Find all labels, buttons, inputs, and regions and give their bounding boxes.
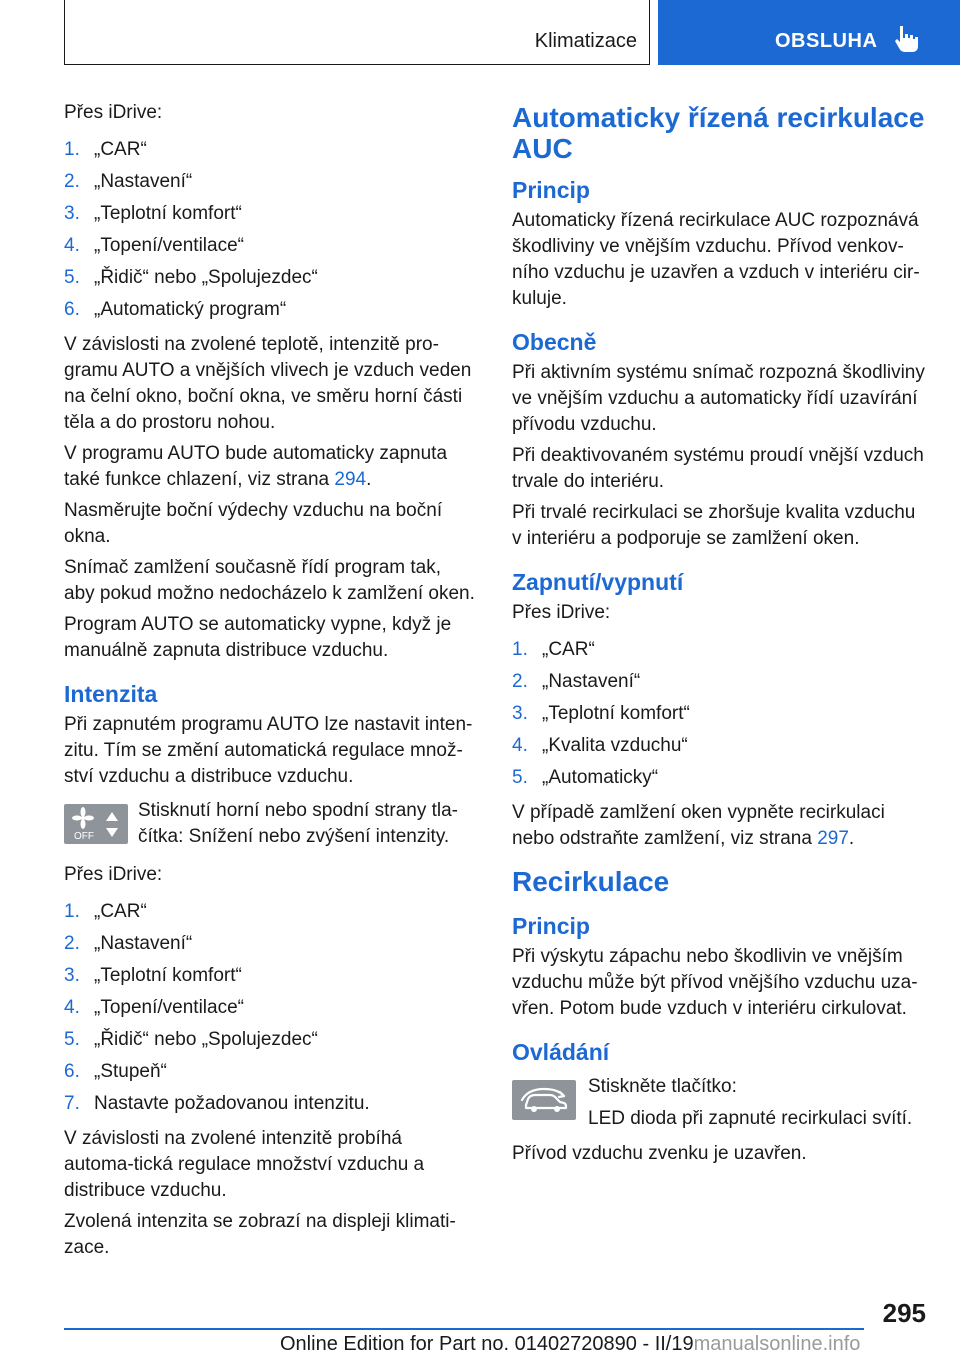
recirculation-button-description xyxy=(512,1074,928,1137)
list-item: 4. „Kvalita vzduchu“ xyxy=(512,735,688,756)
list-item: 2. „Nastavení“ xyxy=(64,933,193,954)
footer-edition: Online Edition for Part no. 01402720890 - II/19manualsonline.info xyxy=(280,1333,861,1355)
list-item: 1. „CAR“ xyxy=(512,639,595,660)
icon-description: Stisknutí horní nebo spodní strany tla‐čítka: Snížení nebo zvýšení intenzity. xyxy=(138,800,459,847)
heading-princip: Princip xyxy=(512,913,590,939)
list-item: 3. „Teplotní komfort“ xyxy=(64,965,242,986)
watermark: manualsonline.info xyxy=(693,1333,861,1355)
list-item: 6. „Automatický program“ xyxy=(64,299,287,320)
intro-text: Přes iDrive: xyxy=(64,864,163,885)
pointing-hand-icon xyxy=(894,24,920,54)
heading-recirkulace: Recirkulace xyxy=(512,866,670,897)
paragraph: Při aktivním systému snímač rozpozná škodliviny ve vnějším vzduchu a automaticky řídí uzavírání přívodu vzduchu. xyxy=(512,362,925,435)
heading-ovladani: Ovládání xyxy=(512,1039,610,1065)
heading-zapnuti: Zapnutí/vypnutí xyxy=(512,569,684,595)
intro-text: Přes iDrive: xyxy=(64,102,163,123)
fan-button-description xyxy=(64,798,476,850)
paragraph: Program AUTO se automaticky vypne, když je manuálně zapnuta distribuce vzduchu. xyxy=(64,614,452,661)
heading-princip: Princip xyxy=(512,177,590,203)
heading-auc: Automaticky řízená recirkulace AUC xyxy=(512,102,925,164)
paragraph: Nasměrujte boční výdechy vzduchu na boční okna. xyxy=(64,500,443,547)
section-title: Klimatizace xyxy=(534,30,637,52)
icon-description: Stiskněte tlačítko: xyxy=(588,1076,737,1097)
right-column xyxy=(512,100,928,1172)
list-item: 2. „Nastavení“ xyxy=(512,671,641,692)
header-frame xyxy=(64,0,650,65)
list-item: 1. „CAR“ xyxy=(64,901,147,922)
list-item: 3. „Teplotní komfort“ xyxy=(64,203,242,224)
chapter-tab[interactable] xyxy=(658,0,960,65)
paragraph: Při výskytu zápachu nebo škodlivin ve vnějším vzduchu může být přívod vnějšího vzduchu uza‐vřen. Potom bude vzduch v interiéru cirkulovat. xyxy=(512,946,918,1019)
off-label: OFF xyxy=(74,831,94,842)
list-item: 5. „Řidič“ nebo „Spolujezdec“ xyxy=(64,1029,318,1050)
list-item: 3. „Teplotní komfort“ xyxy=(512,703,690,724)
paragraph: V programu AUTO bude automaticky zapnuta také funkce chlazení, viz strana 294. xyxy=(64,443,448,490)
list-item: 2. „Nastavení“ xyxy=(64,171,193,192)
steps-list-intensity xyxy=(64,896,476,1120)
paragraph: Při deaktivovaném systému proudí vnější vzduch trvale do interiéru. xyxy=(512,445,924,492)
page-link-297[interactable]: 297 xyxy=(817,828,849,849)
icon-description: LED dioda při zapnuté recirkulaci svítí. xyxy=(588,1108,913,1129)
paragraph: Zvolená intenzita se zobrazí na displeji klimati‐zace. xyxy=(64,1211,456,1258)
list-item: 7. Nastavte požadovanou intenzitu. xyxy=(64,1093,370,1114)
left-column xyxy=(64,100,476,1266)
page-number: 295 xyxy=(882,1298,926,1328)
paragraph: V případě zamlžení oken vypněte recirkulaci nebo odstraňte zamlžení, viz strana 297. xyxy=(512,802,885,849)
paragraph: V závislosti na zvolené teplotě, intenzitě pro‐gramu AUTO a vnějších vlivech je vzduch veden na čelní okno, boční okna, ve směru horní části těla a do prostoru nohou. xyxy=(64,334,472,433)
chapter-tab-label: OBSLUHA xyxy=(775,30,878,52)
list-item: 5. „Automaticky“ xyxy=(512,767,659,788)
footer-rule xyxy=(64,1328,864,1330)
intro-text: Přes iDrive: xyxy=(512,602,611,623)
list-item: 4. „Topení/ventilace“ xyxy=(64,997,244,1018)
list-item: 4. „Topení/ventilace“ xyxy=(64,235,244,256)
steps-list-auto xyxy=(64,134,476,326)
paragraph: Při trvalé recirkulaci se zhoršuje kvalita vzduchu v interiéru a podporuje se zamlžení oken. xyxy=(512,502,916,549)
fan-rocker-button-icon xyxy=(64,804,128,844)
paragraph: V závislosti na zvolené intenzitě probíhá automa‐tická regulace množství vzduchu a distribuce vzduchu. xyxy=(64,1128,425,1201)
heading-intenzita: Intenzita xyxy=(64,681,158,707)
list-item: 5. „Řidič“ nebo „Spolujezdec“ xyxy=(64,267,318,288)
paragraph: Při zapnutém programu AUTO lze nastavit inten‐zitu. Tím se změní automatická regulace množ‐ství vzduchu a distribuce vzduchu. xyxy=(64,714,473,787)
heading-obecne: Obecně xyxy=(512,329,597,355)
paragraph: Automaticky řízená recirkulace AUC rozpoznává škodliviny ve vnějším vzduchu. Přívod venkov‐ního vzduchu je uzavřen a vzduch v interiéru cir‐kuluje. xyxy=(512,210,920,309)
page-link-294[interactable]: 294 xyxy=(334,469,367,490)
steps-list-auc xyxy=(512,634,928,794)
list-item: 6. „Stupeň“ xyxy=(64,1061,167,1082)
paragraph: Přívod vzduchu zvenku je uzavřen. xyxy=(512,1143,807,1164)
paragraph: Snímač zamlžení současně řídí program tak, aby pokud možno nedocházelo k zamlžení oken. xyxy=(64,557,475,604)
list-item: 1. „CAR“ xyxy=(64,139,147,160)
recirculation-button-icon xyxy=(512,1080,576,1120)
